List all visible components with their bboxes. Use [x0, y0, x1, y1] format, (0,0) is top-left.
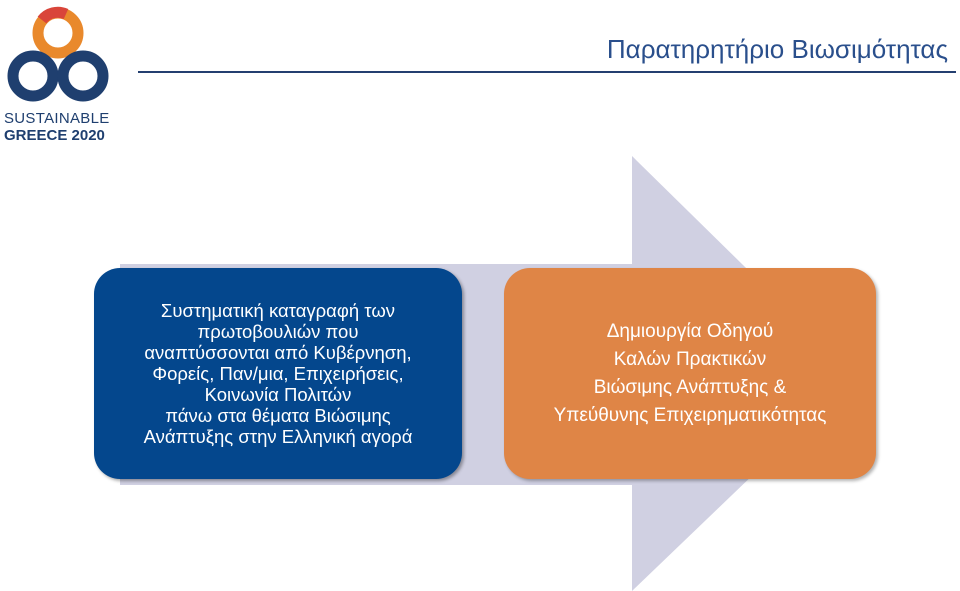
left-box-text: [144, 300, 413, 447]
left-box-line: Συστηματική καταγραφή των: [160, 300, 396, 321]
left-box-line: πάνω στα θέματα Βιώσιμης: [165, 405, 391, 426]
right-box-line: Καλών Πρακτικών: [613, 348, 767, 370]
page-title: Παρατηρητήριο Βιωσιμότητας: [606, 34, 948, 64]
logo-text-sustainable: SUSTAINABLE: [4, 110, 110, 127]
left-box-systematic-recording: [94, 268, 462, 479]
left-box-line: Φορείς, Παν/μια, Επιχειρήσεις,: [152, 363, 404, 384]
right-box-line: Υπεύθυνης Επιχειρηματικότητας: [553, 404, 827, 426]
logo-text-greece-2020: GREECE 2020: [4, 127, 105, 144]
right-box-line: Δημιουργία Οδηγού: [606, 320, 774, 342]
left-box-line: αναπτύσσονται από Κυβέρνηση,: [144, 342, 412, 363]
right-box-good-practices-guide: [504, 268, 876, 479]
right-box-line: Βιώσιμης Ανάπτυξης &: [593, 376, 787, 398]
left-box-line: Ανάπτυξης στην Ελληνική αγορά: [143, 426, 413, 447]
left-box-line: Κοινωνία Πολιτών: [204, 384, 352, 405]
right-box-text: [554, 318, 827, 430]
left-box-line: πρωτοβουλιών που: [197, 321, 359, 342]
